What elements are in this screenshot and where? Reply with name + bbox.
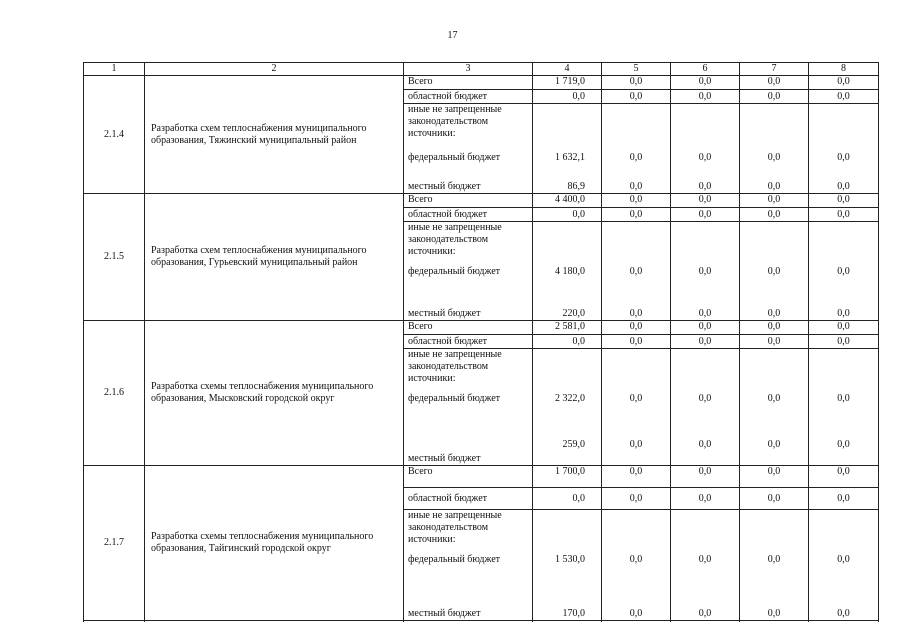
header-cell: 4	[533, 63, 602, 76]
federal-value: 0,0	[629, 152, 643, 163]
regional-value: 0,0	[671, 488, 740, 510]
federal-local-values	[533, 349, 602, 466]
source-breakdown	[404, 349, 533, 466]
local-value: 220,0	[562, 308, 585, 319]
federal-local-values	[740, 510, 809, 621]
federal-local-values	[740, 222, 809, 321]
local-value: 0,0	[837, 308, 850, 319]
federal-value: 0,0	[837, 554, 850, 565]
source-regional-label: областной бюджет	[404, 90, 533, 104]
table-row	[84, 76, 879, 90]
header-cell: 5	[602, 63, 671, 76]
source-regional-label: областной бюджет	[404, 488, 533, 510]
source-federal-label: федеральный бюджет	[408, 152, 501, 163]
federal-value: 0,0	[629, 393, 643, 404]
total-value: 1 719,0	[533, 76, 602, 90]
source-total-label: Всего	[404, 194, 533, 208]
header-cell: 8	[809, 63, 879, 76]
federal-value: 4 180,0	[555, 266, 585, 277]
federal-value: 0,0	[837, 152, 850, 163]
row-code: 2.1.5	[84, 194, 145, 321]
budget-table	[83, 62, 879, 621]
total-value: 0,0	[602, 76, 671, 90]
local-value: 86,9	[567, 181, 585, 192]
federal-value: 0,0	[698, 266, 712, 277]
federal-value: 0,0	[767, 554, 781, 565]
regional-value: 0,0	[740, 335, 809, 349]
regional-value: 0,0	[602, 335, 671, 349]
source-regional-label: областной бюджет	[404, 208, 533, 222]
source-local-label: местный бюджет	[408, 181, 481, 192]
total-value: 0,0	[809, 321, 879, 335]
regional-value: 0,0	[671, 335, 740, 349]
source-federal-label: федеральный бюджет	[408, 393, 501, 404]
source-other-label: иные не запрещенные законодательством источники:	[408, 510, 502, 545]
regional-value: 0,0	[740, 90, 809, 104]
source-breakdown	[404, 510, 533, 621]
local-value: 0,0	[767, 439, 781, 450]
local-value: 0,0	[629, 308, 643, 319]
source-total-label: Всего	[404, 321, 533, 335]
local-value: 0,0	[767, 608, 781, 619]
local-value: 0,0	[629, 181, 643, 192]
federal-value: 0,0	[837, 393, 850, 404]
federal-value: 0,0	[698, 152, 712, 163]
local-value: 0,0	[767, 181, 781, 192]
federal-local-values	[671, 349, 740, 466]
source-federal-label: федеральный бюджет	[408, 554, 501, 565]
total-value: 0,0	[809, 194, 879, 208]
total-value: 0,0	[809, 466, 879, 488]
regional-value: 0,0	[671, 208, 740, 222]
source-local-label: местный бюджет	[408, 308, 481, 319]
regional-value: 0,0	[809, 208, 879, 222]
federal-value: 0,0	[767, 266, 781, 277]
total-value: 0,0	[671, 76, 740, 90]
header-cell: 7	[740, 63, 809, 76]
federal-local-values	[602, 222, 671, 321]
regional-value: 0,0	[533, 208, 602, 222]
row-name: Разработка схемы теплоснабжения муниципального образования, Тайгинский городской округ	[145, 466, 404, 621]
row-name: Разработка схем теплоснабжения муниципального образования, Тяжинский муниципальный район	[145, 76, 404, 194]
header-row	[84, 63, 879, 76]
total-value: 0,0	[602, 194, 671, 208]
source-regional-label: областной бюджет	[404, 335, 533, 349]
total-value: 0,0	[602, 321, 671, 335]
table-row	[84, 194, 879, 208]
federal-value: 0,0	[629, 554, 643, 565]
total-value: 0,0	[740, 194, 809, 208]
regional-value: 0,0	[671, 90, 740, 104]
source-other-label: иные не запрещенные законодательством источники:	[408, 349, 502, 384]
row-code: 2.1.4	[84, 76, 145, 194]
regional-value: 0,0	[602, 488, 671, 510]
federal-local-values	[602, 104, 671, 194]
total-value: 0,0	[671, 194, 740, 208]
federal-value: 1 530,0	[555, 554, 585, 565]
regional-value: 0,0	[809, 90, 879, 104]
federal-value: 1 632,1	[555, 152, 585, 163]
page-number: 17	[447, 30, 458, 41]
federal-local-values	[809, 510, 879, 621]
source-other-label: иные не запрещенные законодательством источники:	[408, 222, 502, 257]
total-value: 0,0	[671, 321, 740, 335]
regional-value: 0,0	[602, 90, 671, 104]
federal-local-values	[602, 510, 671, 621]
source-local-label: местный бюджет	[408, 453, 481, 464]
total-value: 0,0	[602, 466, 671, 488]
federal-local-values	[740, 349, 809, 466]
federal-local-values	[809, 222, 879, 321]
regional-value: 0,0	[533, 335, 602, 349]
total-value: 0,0	[740, 321, 809, 335]
local-value: 170,0	[562, 608, 585, 619]
local-value: 0,0	[629, 608, 643, 619]
total-value: 2 581,0	[533, 321, 602, 335]
federal-local-values	[533, 222, 602, 321]
regional-value: 0,0	[809, 335, 879, 349]
total-value: 0,0	[671, 466, 740, 488]
table-row	[84, 466, 879, 488]
row-name: Разработка схем теплоснабжения муниципального образования, Гурьевский муниципальный район	[145, 194, 404, 321]
header-cell: 2	[145, 63, 404, 76]
federal-local-values	[809, 349, 879, 466]
regional-value: 0,0	[809, 488, 879, 510]
regional-value: 0,0	[740, 208, 809, 222]
local-value: 0,0	[767, 308, 781, 319]
federal-local-values	[671, 222, 740, 321]
total-value: 0,0	[740, 466, 809, 488]
federal-local-values	[671, 510, 740, 621]
federal-local-values	[533, 510, 602, 621]
source-breakdown	[404, 104, 533, 194]
regional-value: 0,0	[740, 488, 809, 510]
source-federal-label: федеральный бюджет	[408, 266, 501, 277]
header-cell: 6	[671, 63, 740, 76]
source-breakdown	[404, 222, 533, 321]
header-cell: 1	[84, 63, 145, 76]
federal-value: 0,0	[698, 554, 712, 565]
federal-value: 0,0	[629, 266, 643, 277]
federal-local-values	[809, 104, 879, 194]
regional-value: 0,0	[533, 488, 602, 510]
federal-value: 0,0	[837, 266, 850, 277]
row-code: 2.1.7	[84, 466, 145, 621]
federal-value: 0,0	[767, 393, 781, 404]
local-value: 0,0	[837, 439, 850, 450]
table-row	[84, 321, 879, 335]
source-local-label: местный бюджет	[408, 608, 481, 619]
local-value: 0,0	[698, 181, 712, 192]
federal-value: 0,0	[698, 393, 712, 404]
federal-local-values	[533, 104, 602, 194]
federal-local-values	[740, 104, 809, 194]
regional-value: 0,0	[533, 90, 602, 104]
regional-value: 0,0	[602, 208, 671, 222]
header-cell: 3	[404, 63, 533, 76]
total-value: 4 400,0	[533, 194, 602, 208]
federal-local-values	[671, 104, 740, 194]
federal-local-values	[602, 349, 671, 466]
local-value: 0,0	[698, 308, 712, 319]
total-value: 1 700,0	[533, 466, 602, 488]
total-value: 0,0	[740, 76, 809, 90]
row-name: Разработка схемы теплоснабжения муниципального образования, Мысковский городской округ	[145, 321, 404, 466]
local-value: 0,0	[837, 608, 850, 619]
total-value: 0,0	[809, 76, 879, 90]
local-value: 0,0	[837, 181, 850, 192]
local-value: 259,0	[562, 439, 585, 450]
row-code: 2.1.6	[84, 321, 145, 466]
source-other-label: иные не запрещенные законодательством источники:	[408, 104, 502, 139]
federal-value: 2 322,0	[555, 393, 585, 404]
local-value: 0,0	[698, 439, 712, 450]
source-total-label: Всего	[404, 466, 533, 488]
source-total-label: Всего	[404, 76, 533, 90]
federal-value: 0,0	[767, 152, 781, 163]
local-value: 0,0	[698, 608, 712, 619]
local-value: 0,0	[629, 439, 643, 450]
